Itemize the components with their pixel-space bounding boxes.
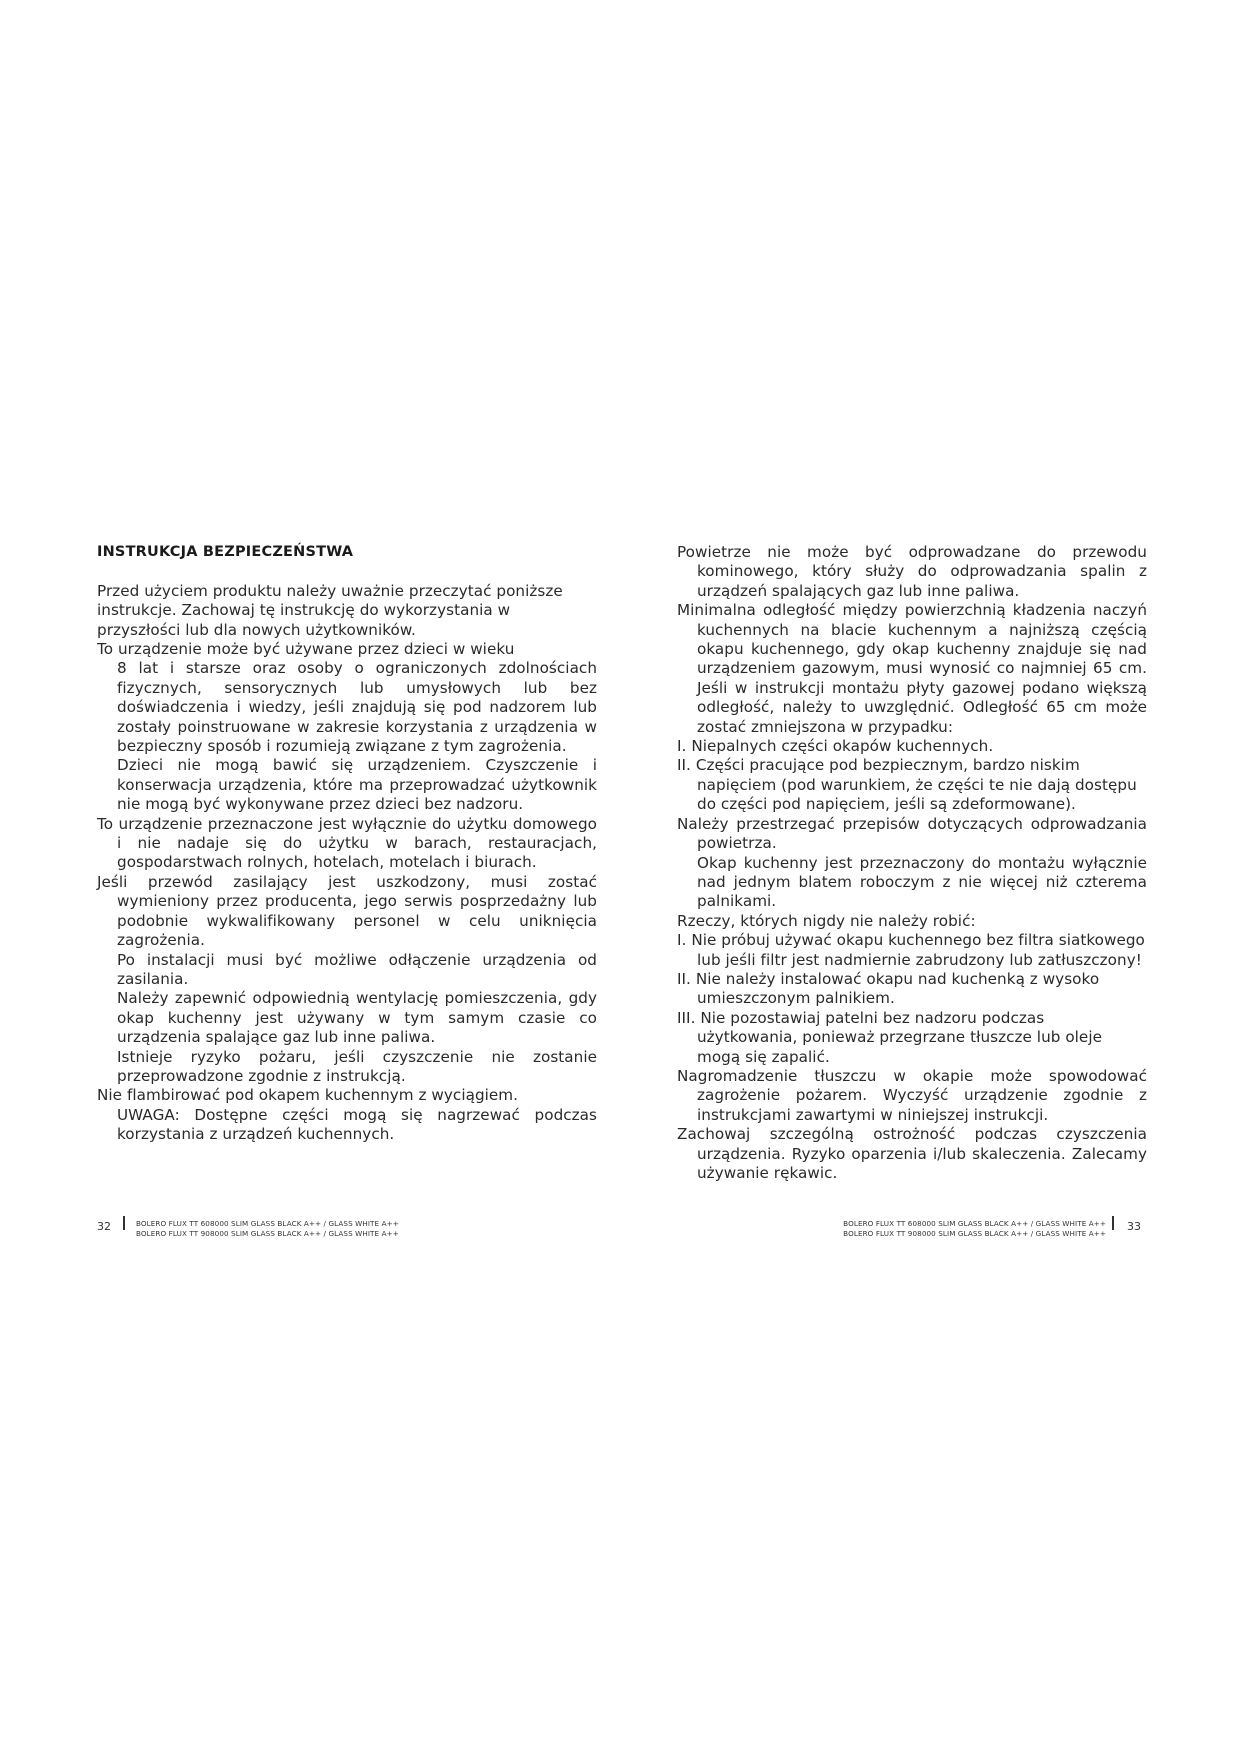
footer-model-left — [136, 1219, 399, 1239]
paragraph-lead: Nagromadzenie tłuszczu w okapie może spowodować zagrożenie pożarem. Wyczyść urządzenie zgodnie z instrukcjami zawartymi w niniejszej instrukcji. — [677, 1066, 1147, 1124]
footer-line: BOLERO FLUX TT 908000 SLIM GLASS BLACK A++ / GLASS WHITE A++ — [136, 1229, 399, 1238]
page-number-right: 33 — [1127, 1220, 1141, 1233]
section-heading: INSTRUKCJA BEZPIECZEŃSTWA — [97, 544, 354, 560]
paragraph-continuation: 8 lat i starsze oraz osoby o ograniczonych zdolnościach fizycznych, sensorycznych lub umysłowych lub bez doświadczenia i wiedzy, jeśli znajdują się pod nadzorem lub zostały poinstruowane w zakresie korzystania z urządzenia w bezpieczny sposób i rozumieją związane z tym zagrożenia. — [117, 659, 597, 756]
intro-paragraph: Przed użyciem produktu należy uważnie przeczytać poniższe instrukcje. Zachowaj tę instrukcję do wykorzystania w przyszłości lub dla nowych użytkowników. — [97, 581, 563, 639]
paragraph-domestic-use — [97, 815, 597, 873]
paragraph-min-distance — [677, 601, 1147, 737]
list-item — [677, 1009, 1147, 1067]
paragraph-chimney — [677, 543, 1147, 601]
paragraph-continuation: Okap kuchenny jest przeznaczony do montażu wyłącznie nad jednym blatem roboczym z nie więcej niż czterema palnikami. — [697, 853, 1147, 911]
paragraph-lead: Jeśli przewód zasilający jest uszkodzony, musi zostać wymieniony przez producenta, jego serwis posprzedażny lub podobnie wykwalifikowany personel w celu uniknięcia zagrożenia. — [97, 872, 597, 950]
paragraph-continuation: Istnieje ryzyko pożaru, jeśli czyszczenie nie zostanie przeprowadzone zgodnie z instrukcją. — [117, 1047, 597, 1085]
list-number: III. — [677, 1008, 696, 1027]
list-number: I. — [677, 737, 687, 756]
list-text: Części pracujące pod bezpiecznym, bardzo niskim napięciem (pod warunkiem, że części te nie dają dostępu do części pod napięciem, jeśli są zdeformowane). — [695, 756, 1137, 814]
footer-divider — [1112, 1216, 1114, 1230]
paragraph-air-regulations — [677, 815, 1147, 912]
paragraph-lead: Należy przestrzegać przepisów dotyczących odprowadzania powietrza. — [677, 814, 1147, 853]
left-page-content — [97, 543, 597, 1145]
footer-line: BOLERO FLUX TT 908000 SLIM GLASS BLACK A++ / GLASS WHITE A++ — [843, 1229, 1106, 1238]
paragraph-lead: Minimalna odległość między powierzchnią kładzenia naczyń kuchennych na blacie kuchennym a najniższą częścią okapu kuchennego, gdy okap kuchenny znajduje się nad urządzeniem gazowym, musi wynosić co najmniej 65 cm. Jeśli w instrukcji montażu płyty gazowej podano większą odległość, należy to uwzględnić. Odległość 65 cm może zostać zmniejszona w przypadku: — [677, 601, 1147, 736]
list-item — [677, 931, 1147, 970]
list-number: I. — [677, 931, 687, 950]
paragraph-lead: Rzeczy, których nigdy nie należy robić: — [677, 911, 976, 930]
paragraph-flambe — [97, 1086, 597, 1144]
paragraph-continuation: UWAGA: Dostępne części mogą się nagrzewać podczas korzystania z urządzeń kuchennych. — [117, 1105, 597, 1144]
footer-line: BOLERO FLUX TT 608000 SLIM GLASS BLACK A++ / GLASS WHITE A++ — [843, 1219, 1106, 1228]
list-number: II. — [677, 969, 691, 988]
list-text: Nie próbuj używać okapu kuchennego bez filtra siatkowego lub jeśli filtr jest nadmiernie zabrudzony lub zatłuszczony! — [691, 931, 1145, 969]
paragraph-lead: To urządzenie przeznaczone jest wyłącznie do użytku domowego i nie nadaje się do użytku w barach, restauracjach, gospodarstwach rolnych, hotelach, motelach i biurach. — [97, 814, 597, 872]
paragraph-cleaning — [677, 1125, 1147, 1183]
paragraph-lead: To urządzenie może być używane przez dzieci w wieku — [97, 640, 515, 658]
paragraph-grease — [677, 1067, 1147, 1125]
paragraph-continuation: Dzieci nie mogą bawić się urządzeniem. Czyszczenie i konserwacja urządzenia, które ma przeprowadzać użytkownik nie mogą być wykonywane przez dzieci bez nadzoru. — [117, 756, 597, 814]
list-text: Nie należy instalować okapu nad kuchenką z wysoko umieszczonym palnikiem. — [695, 969, 1100, 1008]
paragraph-lead: Powietrze nie może być odprowadzane do przewodu kominowego, który służy do odprowadzania spalin z urządzeń spalających gaz lub inne paliwa. — [677, 543, 1147, 600]
footer-divider — [123, 1216, 125, 1230]
list-item — [677, 737, 1147, 756]
paragraph-power-cord — [97, 873, 597, 1086]
list-item — [677, 756, 1147, 814]
paragraph-continuation: Należy zapewnić odpowiednią wentylację pomieszczenia, gdy okap kuchenny jest używany w tym samym czasie co urządzenia spalające gaz lub inne paliwa. — [117, 989, 597, 1047]
list-text: Niepalnych części okapów kuchennych. — [691, 737, 994, 756]
list-text: Nie pozostawiaj patelni bez nadzoru podczas użytkowania, ponieważ przegrzane tłuszcze lub oleje mogą się zapalić. — [697, 1008, 1102, 1066]
footer-line: BOLERO FLUX TT 608000 SLIM GLASS BLACK A++ / GLASS WHITE A++ — [136, 1219, 399, 1228]
paragraph-continuation: Po instalacji musi być możliwe odłączenie urządzenia od zasilania. — [117, 950, 597, 988]
list-item — [677, 970, 1147, 1009]
paragraph-never-do — [677, 912, 1147, 931]
right-page-content — [677, 543, 1147, 1183]
page-number-left: 32 — [97, 1220, 111, 1233]
footer-model-right — [843, 1219, 1106, 1239]
paragraph-lead: Zachowaj szczególną ostrożność podczas czyszczenia urządzenia. Ryzyko oparzenia i/lub skaleczenia. Zalecamy używanie rękawic. — [677, 1125, 1147, 1182]
paragraph-children-use — [97, 640, 597, 815]
list-number: II. — [677, 756, 691, 775]
paragraph-lead: Nie flambirować pod okapem kuchennym z wyciągiem. — [97, 1086, 519, 1105]
